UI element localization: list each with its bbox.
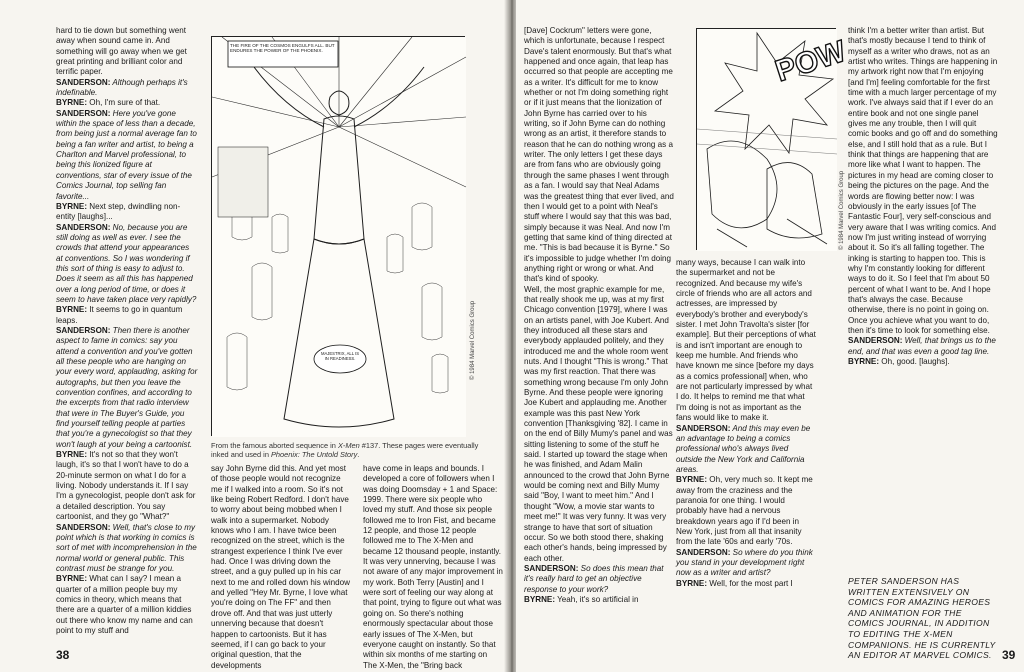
caption-title-phoenix: Phoenix: The Untold Story [271, 450, 358, 460]
paragraph [56, 326, 198, 450]
speaker-label: BYRNE: [848, 357, 880, 366]
author-bio: PETER SANDERSON HAS WRITTEN EXTENSIVELY ON COMICS FOR AMAZING HEROES AND ANIMATION FOR THE COMICS JOURNAL, IN ADDITION TO EDITING THE X-MEN COMPANIONS. HE IS CURRENTLY AN EDITOR AT MARVEL COMICS. [848, 576, 996, 661]
speaker-label: SANDERSON: [56, 77, 111, 87]
paragraph [56, 78, 198, 99]
caption-suffix: . [357, 450, 360, 460]
speaker-label: SANDERSON: [676, 547, 731, 557]
paragraph [524, 285, 674, 564]
right-page [516, 0, 1024, 672]
speaker-label: BYRNE: [56, 305, 88, 315]
art-caption-box: THE FIRE OF THE COSMOS ENGULFS ALL. BUT ENDURES THE POWER OF THE PHOENIX. [230, 43, 335, 54]
paragraph [676, 475, 816, 547]
paragraph [56, 223, 198, 306]
paragraph [848, 357, 998, 367]
paragraph-text: think I'm a better writer than artist. But that's mostly because I tend to think of myself as a writer who draws, not as an artist who writes. Things are happening in my artwork right now that I'm enjoying [and I'm] feeling comfortable for the first time with a much larger percentage of my work. I've always said that if I ever do an entire book and not one single panel gives me any trouble, then I will quit comic books and go off and do something else, and I still hold that as a rule. But I think that things are happening that are more like what I want to happen. The pictures in my head are coming closer to being the pictures on the page. And the words are flowing better now: I was obviously in the early issues [of The Fantastic Four], very self-conscious and very aware that I was writing comics. And now I'm just writing instead of worrying about it. So it's all falling together. The inking is starting to happen too. This is why I'm constantly looking for different ways to do it. So I feel that I'm about 50 percent of what I want to be. And I hope that's always the case. Because otherwise, there is no point in going on. Once you achieve what you want to do, then it's time to look for something else. [848, 26, 998, 335]
paragraph-text: What can I say? I mean a quarter of a million people buy my comics in theory, which means that there are a quarter of a million kiddies out there who know my name and can point to my stuff and [56, 574, 193, 635]
paragraph-text: have come in leaps and bounds. I developed a core of followers when I was doing Doomsday + 1 and Space: 1999. There were six people who loved my stuff. And those six people followed me to Iron Fist, and became 12 people, and those 12 people followed me to The X-Men and became 12 thousand people, instantly. It was very unnerving, because I was not aware of any major improvement in my work. Both Terry [Austin] and I were sort of feeling our way along at that point, trying to figure out what was going on. So there's nothing enormously spectacular about those early issues of The X-Men, but everyone caught on instantly. So that within six months of me starting on The X-Men, the "Bring back [363, 464, 503, 670]
speaker-label: BYRNE: [56, 201, 88, 211]
paragraph [56, 574, 198, 636]
paragraph [524, 564, 674, 595]
comic-art-phoenix [211, 36, 465, 436]
paragraph [676, 548, 816, 579]
paragraph-text: Oh, very much so. It kept me away from the craziness and the paranoia for one thing. I would probably have had a nervous breakdown years ago if I'd been in New York, just from all that insanity from the late '60s and early '70s. [676, 475, 813, 547]
paragraph [56, 98, 198, 108]
paragraph-text: many ways, because I can walk into the supermarket and not be recognized. And because my wife's circle of friends who are all actors and actresses, are impressed by everybody's brother and everybody's sister. I met John Travolta's sister [for example]. But their perceptions of what is and isn't important are enough to keep me humble. And friends who have known me since [before my days as a comics professional] when, who are not particularly impressed by what I do. It helps to remind me that what I'm doing is not as important as the fans would like to make it. [676, 258, 816, 423]
caption-prefix: From the famous aborted sequence in [211, 441, 338, 450]
right-art-copyright: © 1984 Marvel Comics Group [839, 170, 845, 250]
paragraph-text: So where do you think you stand in your development right now as a writer and artist? [676, 547, 813, 578]
paragraph [524, 595, 674, 605]
caption-title-xmen: X-Men [337, 441, 360, 450]
paragraph-text: Well, for the most part I [707, 578, 793, 588]
paragraph-text: hard to tie down but something went away when sound came in. And something will go away when we get great printing and brilliant color and terrific paper. [56, 26, 187, 77]
paragraph [363, 464, 503, 671]
right-column-2 [676, 258, 816, 644]
paragraph-text: Oh, good. [laughs]. [879, 357, 950, 366]
speaker-label: SANDERSON: [56, 522, 111, 532]
page-number-left: 38 [56, 648, 70, 662]
page-number-right: 39 [1002, 648, 1016, 662]
paragraph-text: Well, that brings us to the end, and that was even a good tag line. [848, 336, 996, 356]
speaker-label: BYRNE: [676, 578, 708, 588]
paragraph [56, 26, 198, 78]
figure-caption [211, 441, 481, 460]
left-column-1 [56, 26, 198, 639]
speaker-label: BYRNE: [56, 574, 88, 584]
art-speech-balloon: MAJESTRIX, ALL IS IN READINESS. [320, 351, 359, 361]
phoenix-illustration [212, 37, 466, 437]
paragraph [56, 109, 198, 202]
speaker-label: SANDERSON: [56, 325, 111, 335]
paragraph-text: Next step, dwindling non-entity [laughs]... [56, 201, 181, 222]
left-page [0, 0, 508, 672]
speaker-label: SANDERSON: [524, 563, 579, 573]
paragraph [56, 523, 198, 575]
paragraph [56, 202, 198, 223]
speaker-label: BYRNE: [524, 594, 556, 604]
speaker-label: SANDERSON: [56, 222, 111, 232]
paragraph [524, 26, 674, 285]
paragraph-text: It seems to go in quantum leaps. [56, 305, 183, 325]
speaker-label: SANDERSON: [56, 108, 111, 118]
speaker-label: BYRNE: [56, 450, 88, 460]
paragraph [848, 336, 998, 357]
left-art-copyright: © 1984 Marvel Comics Group [470, 300, 476, 380]
paragraph [676, 258, 816, 424]
paragraph-text: Oh, I'm sure of that. [87, 98, 161, 108]
speaker-label: SANDERSON: [676, 423, 731, 433]
paragraph-text: Then there is another aspect to fame in comics: say you attend a convention and you've gotten all these people who are hanging on your every word, applauding, asking for autographs, but then you leave the convention confines, and according to the excerpts from that radio interview that were in The Buyer's Guide, you find yourself telling people at parties that you're a gynecologist so that they won't laugh at your being a cartoonist. [56, 325, 198, 449]
paragraph-text: Well, that's close to my point which is that working in comics is sort of met with incomprehension in the normal world or general public. This contrast must be strange for you. [56, 522, 197, 573]
left-column-3 [363, 464, 503, 670]
paragraph-text: Here you've gone within the space of less than a decade, from being just a normal average fan to being a fan writer and artist, to being a Charlton and Marvel professional, to being this lionized figure at conventions, star of every issue of the Comics Journal, top selling fan favorite... [56, 108, 197, 201]
paragraph-text: It's not so that they won't laugh, it's so that I won't have to do a 20-minute sermon on what I do for a living. Nobody understands it. If I say I'm a gynecologist, people don't ask for a detailed description. You say cartoonist, and they go "What?" [56, 450, 196, 522]
paragraph [56, 450, 198, 522]
paragraph [676, 424, 816, 476]
speaker-label: BYRNE: [56, 98, 88, 108]
speaker-label: SANDERSON: [848, 336, 903, 346]
paragraph-text: Well, the most graphic example for me, that really shook me up, was at my first Chicago convention [1979], where I was on an artists panel, with Joe Kubert. And they introduced all these stars and everybody applauded politely, and they introduced me and the whole room went nuts. And I thought "This is wrong." That was my first reaction. That there was something wrong because I'm only John Byrne. And these people were ignoring Joe Kubert and applauding me. Another example was this past New York convention [Thanksgiving '82]. I came in on the end of Billy Mumy's panel and was sitting listening to some of the stuff he said. I started up toward the stage when he was finished, and Adam Malin announced to the crowd that John Byrne would be coming next and Billy Mumy said "Boy, I want to meet him." And I thought "Wow, a movie star wants to meet me!" It was very funny. It was very strange to have that sort of situation occur. So we both stood there, shaking each other's hands, being impressed by each other. [524, 284, 673, 563]
caption-middle: #137. These pages were eventually inked and used in [211, 441, 479, 460]
paragraph-text: Yeah, it's so artificial in [555, 594, 639, 604]
speaker-label: BYRNE: [676, 475, 708, 485]
right-column-3 [848, 26, 998, 456]
paragraph [56, 305, 198, 326]
paragraph-text: And this may even be an advantage to being a comics professional who's always lived outside the New York and California areas. [676, 423, 811, 474]
paragraph [848, 26, 998, 336]
paragraph [676, 579, 816, 589]
pow-sound-effect: POW [771, 34, 850, 89]
left-column-2 [211, 464, 351, 670]
paragraph-text: [Dave] Cockrum" letters were gone, which is unfortunate, because I respect Dave's talent enormously. But that's what happened and once again, that leap has occurred so that people are accepting me as a writer. It's difficult for me to know whether or not I'm doing something right or if it just means that the lionization of John Byrne has carried over to his writing, so if John Byrne can do nothing wrong as an artist, it therefore stands to reason that he can do nothing wrong as a writer. The only letters I get these days are from fans who are obviously going through the same phases I went through as a fan. I would say that Neal Adams was the greatest thing that ever lived, and then I would get to a point with Neal's stuff where I would say that this was bad, simply because it was Neal. And now I'm getting that same kind of thing directed at me. "This is bad because it is Byrne." So it's impossible to judge whether I'm doing anything right or wrong or what. And that's kind of spooky. [524, 26, 674, 284]
paragraph-text: say John Byrne did this. And yet most of those people would not recognize me if I walked into a room. So it's not like being Robert Redford. I don't have to worry about being mobbed when I walk into a supermarket. Nobody knows who I am. I have twice been recognized on the street, which is the strangest experience I think I've ever had. Once I was driving down the street, and a guy pulled up in his car next to me and rolled down his window and yelled "Hey Mr. Byrne, I love what you're doing on The FF" and then drove off. And that was just utterly unnerving because that doesn't happen to cartoonists. But it has seemed, if I can go back to your original question, that the developments [211, 464, 351, 670]
paragraph [211, 464, 351, 671]
right-column-1 [524, 26, 674, 644]
paragraph-text: Although perhaps it's indefinable. [56, 77, 188, 98]
paragraph-text: No, because you are still doing as well as ever. I see the crowds that attend your appearances at conventions. So I was wondering if this sort of thing is easy to adjust to. Does it seem as all this has happened over a long period of time, or does it seem to have taken place very rapidly? [56, 222, 197, 304]
paragraph-text: So does this mean that it's really hard to get an objective response to your work? [524, 563, 664, 594]
